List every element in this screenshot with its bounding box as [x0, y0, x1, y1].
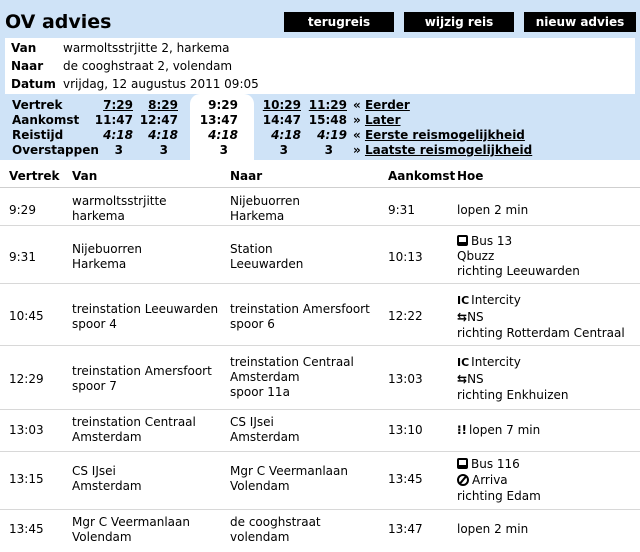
table-header [0, 160, 640, 188]
label-aankomst: Aankomst [12, 113, 80, 127]
option-reistijd: 4:18 [208, 128, 238, 142]
option-reistijd: 4:18 [148, 128, 178, 142]
option-overstappen: 3 [279, 143, 288, 157]
option-vertrek-selected: 9:29 [208, 98, 238, 112]
nav-later[interactable]: » Later [353, 113, 401, 127]
label-overstappen: Overstappen [12, 143, 99, 157]
th-naar: Naar [230, 169, 263, 183]
bus-icon [457, 235, 468, 246]
ic-icon: IC [457, 356, 470, 369]
option-aankomst: 14:47 [262, 113, 301, 127]
option-aankomst: 11:47 [94, 113, 133, 127]
footsteps-icon: ⁝! [457, 423, 468, 437]
table-row: 13:15 CS IJsei Amsterdam Mgr C Veermanlaan Volendam 13:45 Bus 116 Arriva richting Edam [0, 452, 640, 510]
option-vertrek[interactable]: 7:29 [103, 98, 133, 112]
table-row: 12:29 treinstation Amersfoort spoor 7 treinstation Centraal Amsterdam spoor 11a 13:03 IC Intercity ⇆ NS richting Enkhuizen [0, 346, 640, 410]
option-overstappen: 3 [159, 143, 168, 157]
th-van: Van [72, 169, 98, 183]
table-row: 10:45 treinstation Leeuwarden spoor 4 treinstation Amersfoort spoor 6 12:22 IC Intercity ⇆ NS richting Rotterdam Centraal [0, 284, 640, 346]
terugreis-button[interactable]: terugreis [284, 12, 394, 32]
option-vertrek[interactable]: 10:29 [262, 98, 301, 112]
th-aankomst: Aankomst [388, 169, 456, 183]
option-reistijd: 4:18 [103, 128, 133, 142]
label-reistijd: Reistijd [12, 128, 64, 142]
nav-laatste-reismogelijkheid[interactable]: » Laatste reismogelijkheid [353, 143, 533, 157]
nav-eerste-reismogelijkheid[interactable]: « Eerste reismogelijkheid [353, 128, 525, 142]
option-reistijd: 4:18 [271, 128, 301, 142]
nieuw-advies-button[interactable]: nieuw advies [524, 12, 636, 32]
th-hoe: Hoe [457, 169, 484, 183]
option-overstappen: 3 [114, 143, 123, 157]
page-title: OV advies [5, 11, 112, 33]
option-vertrek[interactable]: 8:29 [148, 98, 178, 112]
nav-eerder[interactable]: « Eerder [353, 98, 410, 112]
th-vertrek: Vertrek [9, 169, 60, 183]
bus-icon [457, 458, 468, 469]
option-aankomst: 15:48 [308, 113, 347, 127]
option-vertrek[interactable]: 11:29 [308, 98, 347, 112]
option-aankomst: 13:47 [199, 113, 238, 127]
arriva-logo-icon [457, 474, 469, 486]
ns-logo-icon: ⇆ [457, 372, 466, 386]
wijzig-reis-button[interactable]: wijzig reis [404, 12, 514, 32]
header [0, 0, 640, 100]
table-row: 9:31 Nijebuorren Harkema Station Leeuwarden 10:13 Bus 13 Qbuzz richting Leeuwarden [0, 226, 640, 284]
table-row: 13:03 treinstation Centraal Amsterdam CS IJsei Amsterdam 13:10 ⁝! lopen 7 min [0, 410, 640, 452]
table-row: 9:29 warmoltsstrjitte harkema Nijebuorren Harkema 9:31 lopen 2 min [0, 188, 640, 226]
option-overstappen: 3 [219, 143, 228, 157]
trip-info: Van warmoltsstrjitte 2, harkema Naar de cooghstraat 2, volendam Datum vrijdag, 12 augustus 2011 09:05 [5, 38, 635, 94]
option-aankomst: 12:47 [139, 113, 178, 127]
option-reistijd: 4:19 [317, 128, 347, 142]
table-row: 13:45 Mgr C Veermanlaan Volendam de cooghstraat volendam 13:47 lopen 2 min [9, 515, 529, 544]
ic-icon: IC [457, 294, 470, 307]
option-overstappen: 3 [324, 143, 333, 157]
label-vertrek: Vertrek [12, 98, 63, 112]
ns-logo-icon: ⇆ [457, 310, 466, 324]
